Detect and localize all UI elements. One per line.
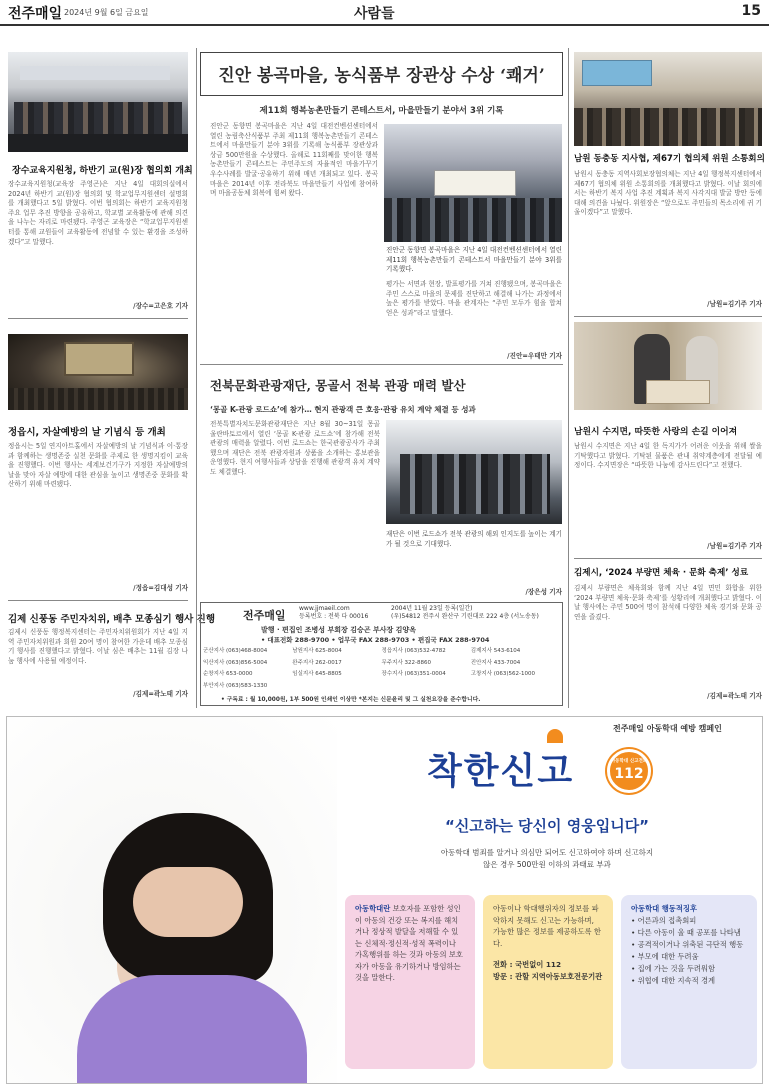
office-line: 고창지사 (063)562-1000: [470, 671, 536, 677]
report-phone: 전화 : 국번없이 112: [493, 960, 562, 969]
photo-jeongeup-event: [8, 334, 188, 410]
article-body: 김제시 부량면은 체육회와 함께 지난 4일 면민 화합을 위한 ‘2024 부량면 체육·문화 축제’를 성황리에 개최했다고 밝혔다. 이날 행사에는 주민 500여 명이 참석해 다양한 체육 경기와 문화 공연을 즐겼다.: [574, 584, 762, 621]
sign-text: 공격적이거나 위축된 극단적 행동: [637, 940, 744, 949]
issue-date: 2024년 9월 6일 금요일: [64, 8, 149, 17]
newspaper-brand: 전주매일: [8, 6, 63, 22]
article-title: 장수교육지원청, 하반기 교(원)장 협의회 개최: [12, 166, 193, 176]
article-byline: /정읍=김대성 기자: [133, 584, 188, 592]
article-body: 전북특별자치도문화관광재단은 지난 8월 30~31일 몽골 울란바토르에서 열린 ‘몽골 K-관광 로드쇼’에 참가해 전북 관광의 매력을 알렸다. 이번 로드쇼는 한국관광공사가 주최했으며 재단은 전북 관광자원과 상품을 소개하는 홍보관을 운영했다. 현지 여행사들과 상담을 진행해 관광객 유치 계약도 체결했다.: [210, 420, 380, 476]
siren-icon: [547, 729, 563, 743]
article-divider: [574, 558, 762, 559]
box-text: 아동이나 학대행위자의 정보를 파악하지 못해도 신고는 가능하며, 가능한 많은 정보를 제공하도록 한다.: [493, 904, 601, 948]
photo-mongolia-roadshow: [386, 420, 562, 524]
photo-caption: 재단은 이번 로드쇼가 전북 관광의 해외 인지도를 높이는 계기가 될 것으로 기대했다.: [386, 530, 562, 548]
article-body: 진안군 동향면 봉곡마을은 지난 4일 대전컨벤션센터에서 열린 농림축산식품부 주최 제11회 행복농촌만들기 콘테스트에서 마을만들기 분야 3위를 기록해 농식품부 장관상과 상금 500만원을 수상했다. 올해로 11회째를 맞이한 행복농촌만들기 콘테스트는 주민주도의 자율적인 마을가꾸기 우수사례를 발굴·공유하기 위해 매년 개최되고 있다. 봉곡마을은 2014년 이후 전라북도 마을만들기 사업에 참여하며 마을공동체 회복에 힘써 왔다.: [210, 122, 378, 198]
column-rule-left: [196, 48, 197, 708]
sign-item: • 어른과의 접촉회피: [631, 916, 697, 925]
subhead-2: ‘몽골 K-관광 로드쇼’에 참가… 현지 관광객 큰 호응·관광 유치 계약 체결 등 성과: [210, 405, 476, 414]
article-byline: /김제=곽노태 기자: [707, 692, 762, 700]
box-title: 아동학대란: [355, 904, 391, 913]
masthead-offices: [203, 647, 560, 693]
ad-photo-child: [7, 717, 337, 1084]
page-number: 15: [741, 3, 761, 19]
article-divider: [8, 600, 188, 601]
article-byline: /김제=곽노태 기자: [133, 690, 188, 698]
sign-item: • 다른 아동이 울 때 공포를 나타냄: [631, 928, 741, 937]
masthead-info1: 2004년 11월 23일 등록(일간): [391, 605, 473, 612]
article-title: 정읍시, 자살예방의 날 기념식 등 개최: [8, 427, 166, 438]
article-byline: /진안=우태만 기자: [507, 352, 562, 360]
masthead-phones: • 대표전화 288-9700 • 업무국 FAX 288-9703 • 편집국 FAX 288-9704: [261, 636, 490, 644]
article-divider: [200, 364, 563, 365]
box-text: 보호자를 포함한 성인이 아동의 건강 또는 복지를 해치거나 정상적 발달을 저해할 수 있는 신체적·정신적·성적 폭력이나 가혹행위를 하는 것과 아동의 보호자가 아동을 유기하거나 방임하는 것을 말한다.: [355, 904, 463, 982]
article-title: 김제시, ‘2024 부량면 체육 · 문화 축제’ 성료: [574, 568, 749, 578]
sign-text: 다른 아동이 울 때 공포를 나타냄: [637, 928, 741, 937]
office-line: 김제지사 543-6104: [470, 648, 521, 654]
masthead-footer: • 구독료 : 월 10,000원, 1부 500원 인쇄인 이상만 *본지는 신문윤리 및 그 실천요강을 준수합니다.: [221, 697, 481, 703]
article-title: 김제 신풍동 주민자치위, 배추 모종심기 행사 진행: [8, 614, 215, 625]
column-rule-right: [568, 48, 569, 708]
article-body: 남원시 수지면은 지난 4일 한 독지가가 어려운 이웃을 위해 쌀을 기탁했다고 밝혔다. 기탁된 물품은 관내 취약계층에게 전달될 예정이다. 수지면장은 “따뜻한 나눔에 감사드린다”고 전했다.: [574, 442, 762, 470]
masthead-people: 발행 · 편집인 조병성 부회장 김승곤 부사장 김양옥: [261, 626, 416, 634]
article-title: 남원 동충동 지사협, 제67기 협의체 위원 소통회의: [574, 154, 765, 164]
page-header: [0, 0, 769, 26]
ad-box-report: [483, 895, 613, 1069]
campaign-ad: [6, 716, 763, 1084]
sign-item: • 위협에 대한 지속적 경계: [631, 976, 716, 985]
ad-description: 아동학대 범죄를 알거나 의심만 되어도 신고하여야 하며 신고하지 않은 경우 500만원 이하의 과태료 부과: [440, 848, 654, 869]
sign-item: • 집에 가는 것을 두려워함: [631, 964, 716, 973]
sign-text: 어른과의 접촉회피: [637, 916, 697, 925]
masthead-logo: 전주매일: [243, 609, 286, 622]
office-line: 순창지사 653-0000: [203, 671, 253, 677]
sign-item: • 공격적이거나 위축된 극단적 행동: [631, 940, 744, 949]
headline-box: [200, 52, 563, 96]
badge-112: [607, 749, 651, 793]
photo-caption: 진안군 동향면 봉곡마을은 지난 4일 대전컨벤션센터에서 열린 제11회 행복농촌만들기 콘테스트서 마을만들기 분야 3위를 기록했다.: [386, 246, 562, 274]
badge-label: 아동학대 신고전화: [610, 759, 648, 764]
office-line: 완주지사 262-0017: [292, 659, 342, 666]
masthead-box: [200, 602, 563, 706]
section-title: 사람들: [354, 6, 395, 22]
sign-text: 부모에 대한 두려움: [637, 952, 699, 961]
photo-bonggok-award: [384, 124, 562, 242]
article-byline: /장수=고은호 기자: [133, 302, 188, 310]
ad-slogan: “신고하는 당신이 영웅입니다”: [445, 817, 650, 835]
sign-text: 위협에 대한 지속적 경계: [637, 976, 716, 985]
sign-item: • 부모에 대한 두려움: [631, 952, 699, 961]
office-line: 익산지사 (063)856-5004: [203, 659, 268, 666]
article-body: 정읍시는 5일 연지아트홀에서 자살예방의 날 기념식과 이·통장과 함께하는 생명존중 실천 문화를 주제로 한 생명지킴이 교육을 진행했다. 이번 행사는 세계보건기구가 지정한 자살예방의 날을 맞아 자살 예방에 대한 관심을 높이고 생명존중 문화를 확산하기 위해 마련됐다.: [8, 442, 188, 489]
photo-suji-donation: [574, 322, 762, 410]
article-body: 남원시 동충동 지역사회보장협의체는 지난 4일 행정복지센터에서 제67기 협의체 위원 소통회의를 개최했다고 밝혔다. 이날 회의에서는 하반기 복지 사업 추진 계획과 복지 사각지대 발굴 방안 등에 대해 의견을 나눴다. 위원장은 “앞으로도 주민들의 목소리에 귀 기울이겠다”고 말했다.: [574, 170, 762, 217]
article-byline: /남원=김기주 기자: [707, 300, 762, 308]
article-divider: [8, 318, 188, 319]
article-title: 남원시 수지면, 따뜻한 사랑의 손길 이어져: [574, 427, 738, 437]
ad-campaign-name: 전주매일 아동학대 예방 캠페인: [613, 724, 722, 733]
masthead-info2: (우)54812 전주시 완산구 기린대로 222 4층 (서노송동): [391, 613, 539, 620]
article-divider: [574, 316, 762, 317]
article-byline: /장은성 기자: [525, 588, 562, 596]
photo-jangsu-meeting: [8, 52, 188, 152]
office-line: 군산지사 (063)468-8004: [203, 648, 268, 654]
ad-box-signs: [621, 895, 757, 1069]
masthead-url: www.jjmaeil.com: [299, 605, 350, 612]
office-line: 정읍지사 (063)532-4782: [381, 648, 446, 654]
office-line: 부안지사 (063)583-1330: [203, 682, 268, 689]
article-body: 장수교육지원청(교육장 주영곤)은 지난 4일 대회의실에서 2024년 하반기 교(원)장 협의회 및 학교업무지원센터 설명회를 개최했다고 5일 밝혔다. 이번 협의회는 하반기 교육지원청 주요 업무 추진 방향을 공유하고, 학교별 교육활동에 관해 의견을 나누는 자리로 마련됐다. 주영곤 교육장은 “학교업무지원센터를 통해 교원들이 교육활동에 전념할 수 있는 환경을 조성하겠다”고 말했다.: [8, 180, 188, 246]
office-line: 장수지사 (063)351-0004: [381, 671, 446, 677]
report-visit: 방문 : 관할 지역아동보호전문기관: [493, 971, 603, 981]
office-line: 임실지사 645-8805: [292, 671, 342, 677]
sign-text: 집에 가는 것을 두려워함: [637, 964, 716, 973]
office-line: 진안지사 433-7004: [470, 659, 521, 666]
main-subhead: 제11회 행복농촌만들기 콘테스트서, 마을만들기 분야서 3위 기록: [259, 106, 504, 116]
photo-namwon-meeting: [574, 52, 762, 146]
badge-number: 112: [614, 766, 644, 782]
office-line: 남원지사 625-8004: [292, 648, 342, 654]
article-byline: /남원=김기주 기자: [707, 542, 762, 550]
headline-2: 전북문화관광재단, 몽골서 전북 관광 매력 발산: [210, 378, 466, 393]
article-body: 김제시 신풍동 행정복지센터는 주민자치위원회가 지난 4일 지역 주민자치위원과 회원 20여 명이 참여한 가운데 배추 모종심기 행사를 진행했다고 밝혔다. 이날 심은 배추는 11월 김장 나눔 행사에 사용될 예정이다.: [8, 628, 188, 665]
ad-box-definition: [345, 895, 475, 1069]
box-title: 아동학대 행동적징후: [631, 904, 697, 913]
masthead-reg: 등록번호 : 전북 다 00016: [299, 613, 369, 620]
article-body: 평가는 서면과 현장, 발표평가를 거쳐 진행됐으며, 봉곡마을은 주민 스스로 마을의 문제를 진단하고 해결해 나가는 과정에서 높은 평가를 받았다. 마을 관계자는 “주민 모두가 힘을 합쳐 얻은 성과”라고 말했다.: [386, 280, 562, 317]
ad-title: 착한신고: [427, 751, 575, 792]
main-headline: 진안 봉곡마을, 농식품부 장관상 수상 ‘쾌거’: [218, 66, 545, 86]
office-line: 무주지사 322-8860: [381, 659, 431, 666]
